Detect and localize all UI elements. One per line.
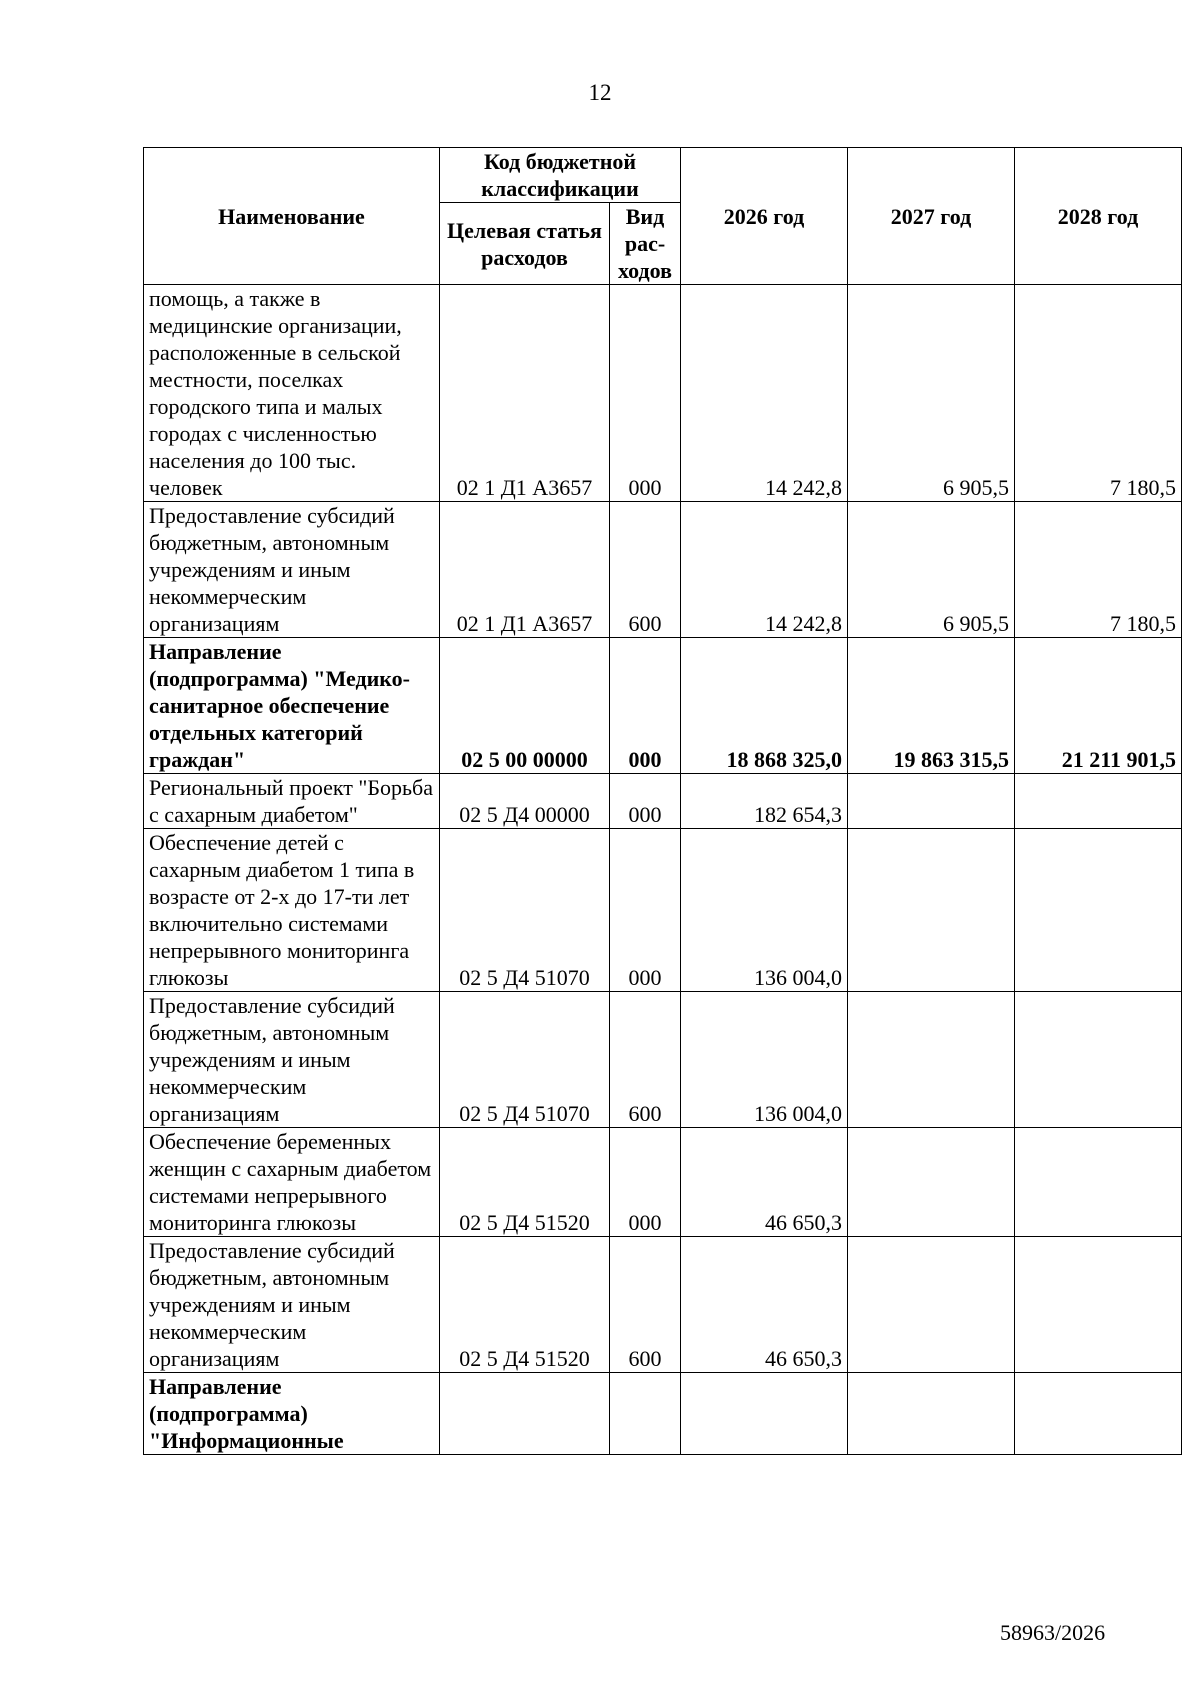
table-row (144, 774, 1182, 829)
row-name-cell: Направление (подпрограмма) "Информационные (144, 1373, 440, 1455)
table-row (144, 1128, 1182, 1237)
row-name-cell: Предоставление субсидий бюджетным, автономным учреждениям и иным некоммерческим организациям (144, 1237, 440, 1373)
row-type-cell: 600 (610, 1237, 681, 1373)
table-row (144, 638, 1182, 774)
row-2026-cell: 136 004,0 (681, 992, 848, 1128)
row-type-cell: 000 (610, 285, 681, 502)
row-2028-cell (1015, 992, 1182, 1128)
row-2028-cell: 21 211 901,5 (1015, 638, 1182, 774)
row-2027-cell (848, 1128, 1015, 1237)
row-code-cell: 02 5 Д4 51070 (440, 829, 610, 992)
row-2027-cell (848, 829, 1015, 992)
table-row (144, 1237, 1182, 1373)
row-name-cell: Обеспечение детей с сахарным диабетом 1 типа в возрасте от 2-х до 17-ти лет включительно системами непрерывного мониторинга глюкозы (144, 829, 440, 992)
row-code-cell (440, 1373, 610, 1455)
row-code-cell: 02 5 Д4 51520 (440, 1237, 610, 1373)
table-header (144, 148, 1182, 285)
row-type-cell: 000 (610, 829, 681, 992)
row-2026-cell (681, 1373, 848, 1455)
table-row (144, 502, 1182, 638)
row-2028-cell (1015, 1373, 1182, 1455)
header-expense-type: Вид рас-ходов (610, 203, 681, 285)
row-name-cell: Направление (подпрограмма) "Медико-санитарное обеспечение отдельных категорий граждан" (144, 638, 440, 774)
row-2026-cell: 46 650,3 (681, 1128, 848, 1237)
row-2027-cell: 6 905,5 (848, 285, 1015, 502)
row-2026-cell: 18 868 325,0 (681, 638, 848, 774)
table-row (144, 829, 1182, 992)
row-2026-cell: 46 650,3 (681, 1237, 848, 1373)
header-name: Наименование (144, 148, 440, 285)
row-name-cell: Предоставление субсидий бюджетным, автономным учреждениям и иным некоммерческим организациям (144, 992, 440, 1128)
row-code-cell: 02 5 00 00000 (440, 638, 610, 774)
row-type-cell: 000 (610, 1128, 681, 1237)
document-id: 58963/2026 (1000, 1620, 1106, 1645)
row-2027-cell (848, 1237, 1015, 1373)
budget-table (143, 147, 1182, 1455)
row-2026-cell: 182 654,3 (681, 774, 848, 829)
row-2028-cell: 7 180,5 (1015, 502, 1182, 638)
header-2026: 2026 год (681, 148, 848, 285)
row-type-cell: 000 (610, 638, 681, 774)
page-number: 12 (588, 80, 612, 105)
table-body (144, 285, 1182, 1455)
header-target-article: Целевая статья расходов (440, 203, 610, 285)
row-code-cell: 02 1 Д1 А3657 (440, 502, 610, 638)
row-2028-cell: 7 180,5 (1015, 285, 1182, 502)
row-type-cell: 000 (610, 774, 681, 829)
row-2028-cell (1015, 829, 1182, 992)
row-2027-cell: 19 863 315,5 (848, 638, 1015, 774)
table-row (144, 1373, 1182, 1455)
row-2027-cell (848, 774, 1015, 829)
row-code-cell: 02 5 Д4 00000 (440, 774, 610, 829)
row-name-cell: Предоставление субсидий бюджетным, автономным учреждениям и иным некоммерческим организациям (144, 502, 440, 638)
header-2027: 2027 год (848, 148, 1015, 285)
row-type-cell: 600 (610, 992, 681, 1128)
row-code-cell: 02 1 Д1 А3657 (440, 285, 610, 502)
row-2028-cell (1015, 1237, 1182, 1373)
row-2027-cell (848, 1373, 1015, 1455)
row-name-cell: Обеспечение беременных женщин с сахарным диабетом системами непрерывного мониторинга глюкозы (144, 1128, 440, 1237)
row-type-cell (610, 1373, 681, 1455)
table-row (144, 992, 1182, 1128)
row-2026-cell: 14 242,8 (681, 502, 848, 638)
header-budget-code: Код бюджетной классификации (440, 148, 681, 203)
row-code-cell: 02 5 Д4 51070 (440, 992, 610, 1128)
row-code-cell: 02 5 Д4 51520 (440, 1128, 610, 1237)
row-name-cell: помощь, а также в медицинские организации, расположенные в сельской местности, поселках городского типа и малых городах с численностью населения до 100 тыс. человек (144, 285, 440, 502)
row-type-cell: 600 (610, 502, 681, 638)
row-2027-cell (848, 992, 1015, 1128)
row-name-cell: Региональный проект "Борьба с сахарным диабетом" (144, 774, 440, 829)
row-2026-cell: 136 004,0 (681, 829, 848, 992)
row-2028-cell (1015, 774, 1182, 829)
row-2028-cell (1015, 1128, 1182, 1237)
table-row (144, 285, 1182, 502)
header-2028: 2028 год (1015, 148, 1182, 285)
row-2027-cell: 6 905,5 (848, 502, 1015, 638)
row-2026-cell: 14 242,8 (681, 285, 848, 502)
